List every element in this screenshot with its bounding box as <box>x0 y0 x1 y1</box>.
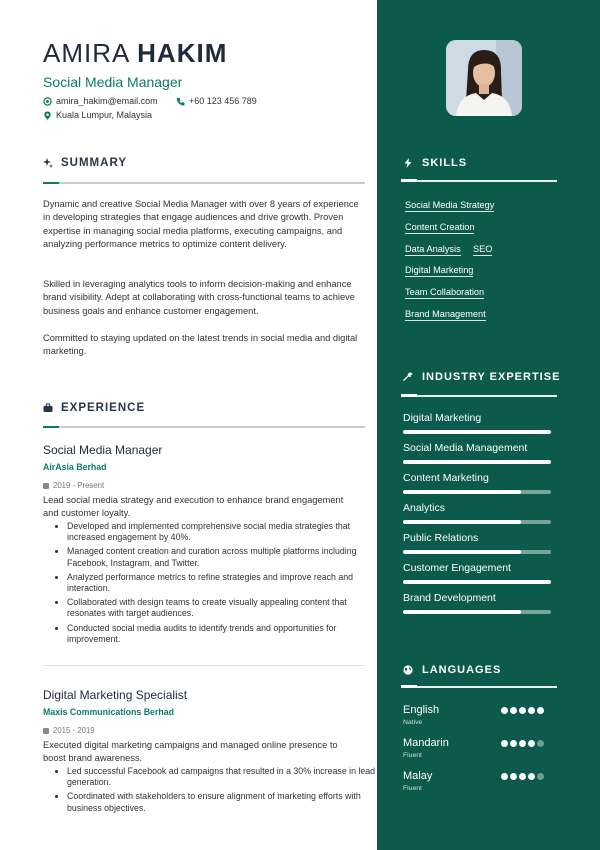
bullet-item: • Conducted social media audits to identify trends and opportunities for improvement. <box>67 623 379 645</box>
language-rating <box>501 740 544 747</box>
expertise-bar-fill <box>403 430 551 434</box>
expertise-label: Content Marketing <box>403 472 489 484</box>
languages-heading-text: LANGUAGES <box>422 664 502 676</box>
expertise-bar <box>403 460 551 464</box>
language-level: Fluent <box>403 752 422 759</box>
expertise-bar <box>403 580 551 584</box>
skill-tag: Social Media Strategy <box>405 200 495 210</box>
bullet-item: • Collaborated with design teams to create visually appealing content that resonates with target audiences. <box>67 597 379 619</box>
job-2-description: Executed digital marketing campaigns and managed online presence to boost brand awareness. <box>43 740 338 763</box>
expertise-bar-fill <box>403 580 551 584</box>
expertise-bar-fill <box>403 490 521 494</box>
rating-dot <box>528 773 535 780</box>
location-pin-icon <box>43 111 52 120</box>
calendar-icon <box>43 728 49 734</box>
skill-tag: Content Creation <box>405 222 475 232</box>
summary-paragraph-3: Committed to staying updated on the latest trends in social media and digital marketing. <box>43 333 358 357</box>
skill-tag: Team Collaboration <box>405 287 485 297</box>
phone-icon <box>176 97 185 106</box>
bullet-item: • Developed and implemented comprehensive social media strategies that increased engagement by 40%. <box>67 521 379 543</box>
sparkle-icon <box>43 158 53 168</box>
expertise-bar-fill <box>403 550 521 554</box>
rating-dot <box>537 740 544 747</box>
expertise-label: Social Media Management <box>403 442 528 454</box>
summary-heading-text: SUMMARY <box>61 157 127 169</box>
email-contact[interactable] <box>43 96 158 106</box>
rating-dot <box>501 707 508 714</box>
expertise-bar <box>403 520 551 524</box>
expertise-label: Digital Marketing <box>403 412 482 424</box>
expertise-bar-fill <box>403 520 521 524</box>
last-name: HAKIM <box>137 38 228 68</box>
summary-heading <box>43 157 127 169</box>
expertise-label: Public Relations <box>403 532 479 544</box>
briefcase-icon <box>43 403 53 413</box>
rating-dot <box>501 740 508 747</box>
skill-tag: Brand Management <box>405 309 486 319</box>
calendar-icon <box>43 483 49 489</box>
rating-dot <box>510 773 517 780</box>
globe-icon <box>403 665 413 675</box>
first-name: AMIRA <box>43 38 129 68</box>
phone-contact[interactable] <box>176 96 257 106</box>
expertise-bar <box>403 430 551 434</box>
location-contact <box>43 110 152 120</box>
skills-heading-text: SKILLS <box>422 157 468 169</box>
location-text: Kuala Lumpur, Malaysia <box>56 110 153 120</box>
candidate-name <box>43 38 227 69</box>
rating-dot <box>510 707 517 714</box>
job-1-title: Social Media Manager <box>43 443 163 457</box>
bullet-item: • Managed content creation and curation across multiple platforms including Facebook, Instagram, and Twitter. <box>67 546 379 568</box>
language-level: Native <box>403 719 423 726</box>
skills-divider <box>401 180 557 182</box>
job-2-dates-text: 2015 - 2019 <box>53 726 95 735</box>
rating-dot <box>519 740 526 747</box>
skill-tag: Data Analysis <box>405 244 461 254</box>
rating-dot <box>519 773 526 780</box>
skill-tag: Digital Marketing <box>405 265 474 275</box>
language-level: Fluent <box>403 785 422 792</box>
experience-divider <box>43 426 365 428</box>
expertise-bar <box>403 490 551 494</box>
profile-photo <box>446 40 522 116</box>
skills-heading <box>403 157 467 169</box>
rating-dot <box>501 773 508 780</box>
at-icon <box>43 97 52 106</box>
lightning-icon <box>403 158 413 168</box>
job-2-dates <box>43 726 95 735</box>
job-title: Social Media Manager <box>43 74 183 90</box>
rating-dot <box>510 740 517 747</box>
language-name: English <box>403 704 440 716</box>
job-1-dates <box>43 481 104 490</box>
summary-divider <box>43 182 365 184</box>
expertise-label: Brand Development <box>403 592 496 604</box>
expertise-divider <box>401 395 557 397</box>
expertise-label: Customer Engagement <box>403 562 511 574</box>
expertise-bar-fill <box>403 610 521 614</box>
bullet-item: • Analyzed performance metrics to refine strategies and improve reach and interaction. <box>67 572 379 594</box>
job-2-company: Maxis Communications Berhad <box>43 707 175 717</box>
job-2-bullets <box>55 766 379 817</box>
email-text: amira_hakim@email.com <box>56 96 158 106</box>
profile-photo-image <box>446 40 522 116</box>
job-2-title: Digital Marketing Specialist <box>43 688 188 702</box>
phone-text: +60 123 456 789 <box>189 96 257 106</box>
languages-divider <box>401 686 557 688</box>
summary-paragraph-1: Dynamic and creative Social Media Manager with over 8 years of experience in developing strategies that engage audiences and drive growth. Proven expertise in managing social media platforms, executing campaigns, and analyzing performance metrics to optimize content delivery. <box>43 199 359 250</box>
rating-dot <box>519 707 526 714</box>
language-rating <box>501 773 544 780</box>
language-name: Mandarin <box>403 737 449 749</box>
rating-dot <box>528 740 535 747</box>
bullet-item: • Coordinated with stakeholders to ensure alignment of marketing efforts with business objectives. <box>67 791 379 813</box>
wrench-icon <box>403 372 413 382</box>
language-name: Malay <box>403 770 433 782</box>
expertise-bar <box>403 610 551 614</box>
rating-dot <box>537 773 544 780</box>
expertise-heading <box>403 371 560 383</box>
rating-dot <box>528 707 535 714</box>
job-separator <box>43 665 365 666</box>
languages-heading <box>403 664 501 676</box>
bullet-item: • Led successful Facebook ad campaigns that resulted in a 30% increase in lead generation. <box>67 766 379 788</box>
expertise-bar-fill <box>403 460 551 464</box>
rating-dot <box>537 707 544 714</box>
skill-tag: SEO <box>473 244 493 254</box>
experience-heading <box>43 402 145 414</box>
job-1-company: AirAsia Berhad <box>43 462 107 472</box>
expertise-label: Analytics <box>403 502 446 514</box>
job-1-bullets <box>55 521 379 648</box>
job-1-dates-text: 2019 - Present <box>53 481 105 490</box>
job-1-description: Lead social media strategy and execution to enhance brand engagement and customer loyalty. <box>43 495 344 518</box>
expertise-heading-text: INDUSTRY EXPERTISE <box>422 371 561 383</box>
expertise-bar <box>403 550 551 554</box>
language-rating <box>501 707 544 714</box>
experience-heading-text: EXPERIENCE <box>61 402 146 414</box>
summary-paragraph-2: Skilled in leveraging analytics tools to inform decision-making and enhance brand visibility. Adept at collaborating with cross-functional teams to achieve business goals and enhance customer engagement. <box>43 279 355 316</box>
